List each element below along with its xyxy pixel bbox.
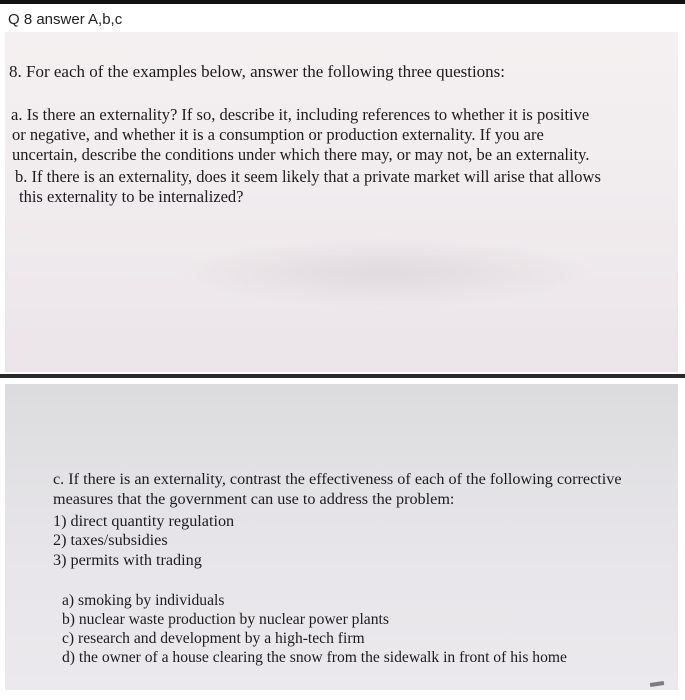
measure-item: 1) direct quantity regulation <box>53 512 235 530</box>
paper-mark <box>650 681 664 687</box>
question-c-line: measures that the government can use to address the problem: <box>53 490 455 508</box>
problem-heading: 8. For each of the examples below, answer the following three questions: <box>9 62 506 81</box>
example-item: b) nuclear waste production by nuclear power plants <box>62 611 389 628</box>
question-a-line: uncertain, describe the conditions under which there may, or may not, be an externality. <box>12 145 590 164</box>
measure-item: 2) taxes/subsidies <box>53 531 168 549</box>
example-item: d) the owner of a house clearing the snow from the sidewalk in front of his home <box>62 649 567 666</box>
top-border <box>0 0 685 4</box>
question-b-line: b. If there is an externality, does it seem likely that a private market will arise that allows <box>15 167 601 186</box>
textbook-photo-top <box>5 32 678 372</box>
bleed-through-text <box>175 237 595 307</box>
question-c-line: c. If there is an externality, contrast the effectiveness of each of the following corrective <box>53 470 622 488</box>
question-a-line: or negative, and whether it is a consumption or production externality. If you are <box>12 125 544 144</box>
question-title: Q 8 answer A,b,c <box>8 11 123 28</box>
measure-item: 3) permits with trading <box>53 551 202 569</box>
question-b-line: this externality to be internalized? <box>19 187 244 206</box>
example-item: a) smoking by individuals <box>62 592 225 609</box>
textbook-photo-bottom <box>5 384 678 690</box>
photo-divider <box>0 374 685 378</box>
question-a-line: a. Is there an externality? If so, describe it, including references to whether it is positive <box>11 105 590 124</box>
example-item: c) research and development by a high-tech firm <box>62 630 365 647</box>
